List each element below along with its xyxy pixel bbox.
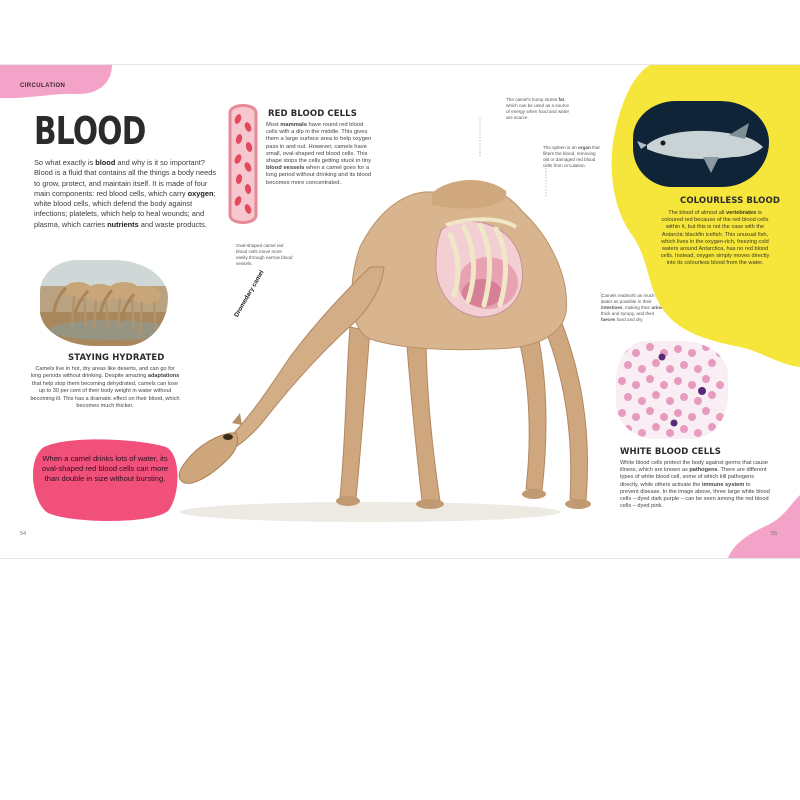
oval-cells-caption: Oval-shaped camel red blood cells move more easily through narrow blood vessels. (236, 243, 293, 266)
staying-hydrated-text: Camels live in hot, dry areas like deserts, and can go for long periods without drinking. Despite amazing adaptations that help stop them becoming dehydrated, camels can lose up to 30 per cent of their body weight in water without becoming ill. This has a dramatic effect on their blood, which becomes much thicker. (30, 366, 180, 410)
colourless-blood-heading: COLOURLESS BLOOD (680, 196, 780, 206)
red-blood-cells-text: Most mammals have round red blood cells with a dip in the middle. This gives them a large surface area to help oxygen pass in and out. However, camels have small, oval-shaped red blood cells. This shape stops the cells getting stuck in tiny blood vessels when a camel goes for a long period without drinking and its blood becomes more concentrated. (266, 122, 372, 186)
callout-text: When a camel drinks lots of water, its oval-shaped red blood cells can more than double in size without bursting. (41, 454, 169, 483)
page-title: BLOOD (34, 109, 146, 153)
red-blood-cells-heading: RED BLOOD CELLS (268, 109, 357, 119)
drinking-camels-photo (40, 260, 168, 346)
intestines-caption: Camels reabsorb as much water as possible in their intestines, making their urine thick and syrupy, and their faeces hard and dry. (601, 293, 663, 322)
camel-illustration (170, 117, 620, 527)
spleen-caption: The spleen is an organ that filters the blood, removing old or damaged red blood cells from circulation. (543, 145, 600, 168)
hump-caption: The camel's hump stores fat, which can be used as a source of energy when food and water are scarce. (506, 97, 570, 120)
dromedary-camel-label: Dromedary camel (233, 269, 266, 319)
section-label: CIRCULATION (20, 83, 66, 89)
page-number-right: 55 (771, 531, 778, 537)
intro-paragraph: So what exactly is blood and why is it so important? Blood is a fluid that contains all the things a body needs to grow, protect, and maintain itself. It is made of four main components: red blood cells, which carry oxygen; white blood cells, which defend the body against infections; platelets, which help to heal wounds; and plasma, which carries nutrients and waste products. (34, 158, 217, 229)
colourless-blood-text: The blood of almost all vertebrates is coloured red because of the red blood cells within it, but this is not the case with the Antarctic blackfin icefish. This unusual fish, which lives in the oxygen-rich, freezing cold waters around Antarctica, has no red blood cells. Instead, oxygen simply moves directly into its colourless blood from the water. (660, 210, 770, 267)
white-blood-cells-micrograph (616, 341, 728, 439)
book-spread (0, 64, 800, 559)
white-blood-cells-text: White blood cells protect the body against germs that cause illness, which are known as pathogens. There are different types of white blood cell, some of which kill pathogens directly, while others activate the immune system to prevent disease. In the image above, three large white blood cells – dyed dark purple – can be seen among the red blood cells – dyed pink. (620, 460, 770, 510)
staying-hydrated-heading: STAYING HYDRATED (68, 353, 165, 363)
white-blood-cells-heading: WHITE BLOOD CELLS (620, 447, 721, 457)
icefish-photo (633, 101, 769, 187)
page-number-left: 54 (20, 531, 27, 537)
corner-blob (728, 495, 800, 558)
